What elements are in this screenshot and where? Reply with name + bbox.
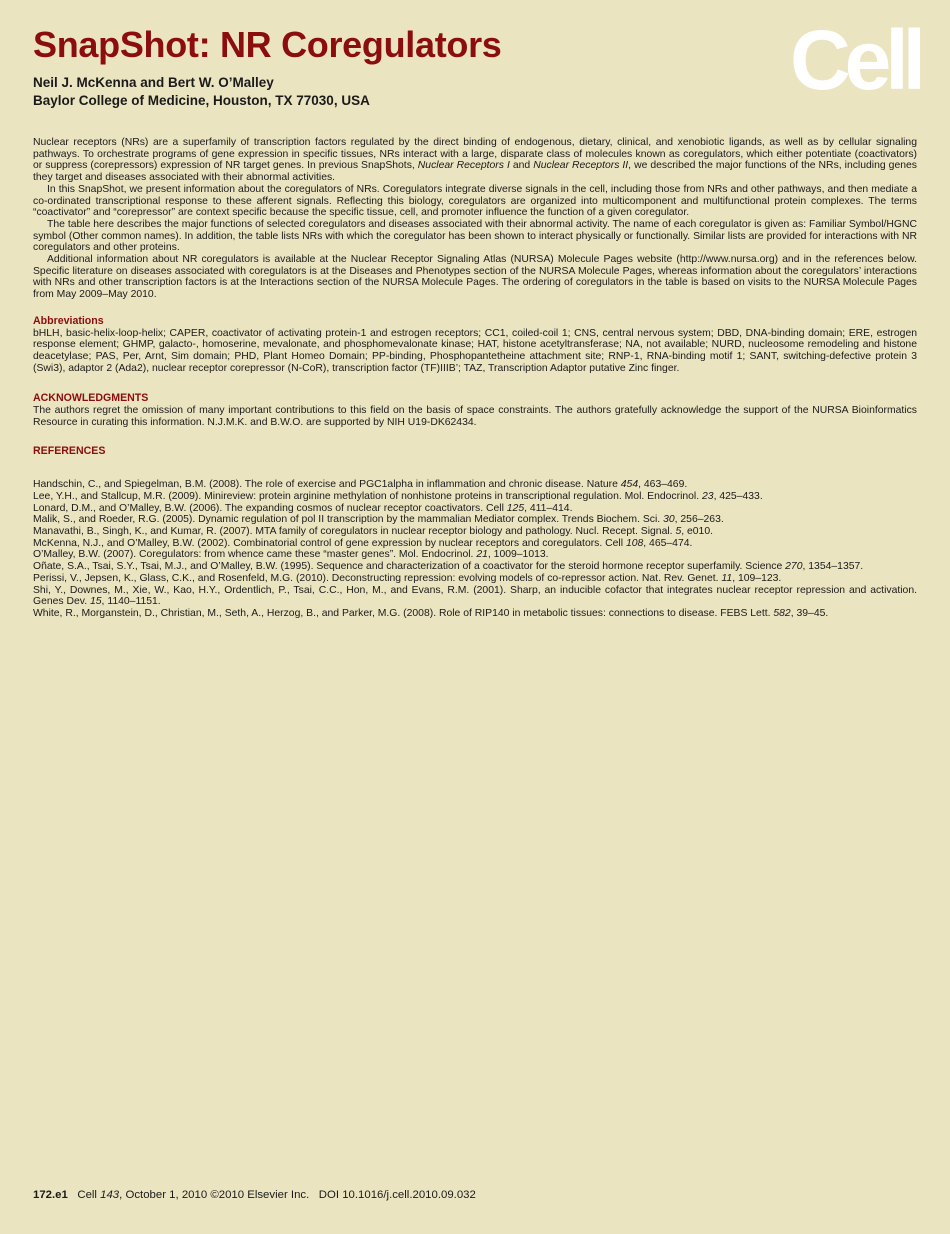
reference-item: Handschin, C., and Spiegelman, B.M. (2008). The role of exercise and PGC1alpha in inflammation and chronic disease. Nature 454, 463–469.	[33, 479, 688, 491]
abbreviations-text: bHLH, basic-helix-loop-helix; CAPER, coactivator of activating protein-1 and estrogen receptors; CC1, coiled-coil 1; CNS, central nervous system; DBD, DNA-binding domain; ERE, estrogen response element; GHMP, galacto-, homoserine, mevalonate, and phosphomevalonate kinase; HAT, histone acetyltransferase; NA, not available; NURD, nucleosome remodeling and histone deacetylase; PAS, Per, Arnt, Sim domain; PHD, Plant Homeo Domain; PP-binding, Phosphopantetheine attachment site; RNP-1, RNA-binding motif 1; SANT, switching-defective protein 3 (Swi3), adaptor 2 (Ada2), nuclear receptor corepressor (N-CoR), transcription factor (TF)IIIB’; TAZ, Transcription Adaptor putative Zinc finger.	[33, 327, 917, 374]
reference-item: Lee, Y.H., and Stallcup, M.R. (2009). Minireview: protein arginine methylation of nonhistone proteins in transcriptional regulation. Mol. Endocrinol. 23, 425–433.	[33, 490, 763, 502]
reference-item: McKenna, N.J., and O’Malley, B.W. (2002). Combinatorial control of gene expression by nuclear receptors and coregulators. Cell 108, 465–474.	[33, 537, 693, 549]
cell-logo: Cell	[789, 13, 920, 107]
author-names: Neil J. McKenna and Bert W. O’Malley	[33, 75, 274, 90]
article-body	[33, 137, 917, 620]
acknowledgments-heading: ACKNOWLEDGMENTS	[33, 392, 149, 405]
intro-paragraph-3: The table here describes the major functions of selected coregulators and diseases associated with their abnormal activity. The name of each coregulator is given as: Familiar Symbol/HGNC symbol (Other common names). In addition, the table lists NRs with which the coregulator has been shown to interact physically or functionally. Similar lists are provided for interactions with NR coregulators and other proteins.	[33, 218, 917, 254]
reference-item: Manavathi, B., Singh, K., and Kumar, R. (2007). MTA family of coregulators in nuclear receptor biology and pathology. Nucl. Recept. Signal. 5, e010.	[33, 525, 713, 537]
abbreviations-heading: Abbreviations	[33, 314, 104, 327]
page-number: 172.e1	[33, 1189, 68, 1201]
page-footer: 172.e1 Cell 143, October 1, 2010 ©2010 Elsevier Inc. DOI 10.1016/j.cell.2010.09.032	[33, 1189, 476, 1201]
reference-list	[33, 479, 917, 619]
author-block	[33, 74, 370, 110]
intro-paragraph-1: Nuclear receptors (NRs) are a superfamily of transcription factors regulated by the direct binding of endogenous, dietary, clinical, and xenobiotic ligands, as well as by cellular signaling pathways. To orchestrate programs of gene expression in specific tissues, NRs interact with a large, disparate class of molecules known as coregulators, which either potentiate (coactivators) or suppress (corepressors) expression of NR target genes. In previous SnapShots, Nuclear Receptors I and Nuclear Receptors II, we described the major functions of the NRs, including genes they target and diseases associated with their abnormal activities.	[33, 137, 917, 184]
author-affiliation: Baylor College of Medicine, Houston, TX 77030, USA	[33, 93, 370, 108]
page-title: SnapShot: NR Coregulators	[33, 24, 502, 65]
references-heading: REFERENCES	[33, 445, 106, 458]
reference-item: Perissi, V., Jepsen, K., Glass, C.K., and Rosenfeld, M.G. (2010). Deconstructing repression: evolving models of co-repressor action. Nat. Rev. Genet. 11, 109–123.	[33, 572, 782, 584]
intro-paragraph-4: Additional information about NR coregulators is available at the Nuclear Receptor Signaling Atlas (NURSA) Molecule Pages website (http://www.nursa.org) and in the references below. Specific literature on diseases associated with coregulators is at the Diseases and Phenotypes section of the NURSA Molecule Pages, whereas information about the coregulators’ interactions with NRs and other transcription factors is at the Interactions section of the NURSA Molecule Pages. The ordering of coregulators in the table is based on visits to the NURSA Molecule Pages from May 2009–May 2010.	[33, 254, 917, 301]
acknowledgments-text: The authors regret the omission of many important contributions to this field on the basis of space constraints. The authors gratefully acknowledge the support of the NURSA Bioinformatics Resource in curating this information. N.J.M.K. and B.W.O. are supported by NIH U19-DK62434.	[33, 405, 917, 428]
doi: DOI 10.1016/j.cell.2010.09.032	[318, 1189, 476, 1201]
reference-item: Lonard, D.M., and O’Malley, B.W. (2006). The expanding cosmos of nuclear receptor coactivators. Cell 125, 411–414.	[33, 502, 573, 514]
reference-item: Oñate, S.A., Tsai, S.Y., Tsai, M.J., and O’Malley, B.W. (1995). Sequence and characterization of a coactivator for the steroid hormone receptor superfamily. Science 270, 1354–1357.	[33, 561, 864, 573]
volume-number: 143	[100, 1189, 120, 1201]
intro-paragraph-2: In this SnapShot, we present information about the coregulators of NRs. Coregulators integrate diverse signals in the cell, including those from NRs and other pathways, and then mediate a co-ordinated transcriptional response to these afferent signals. Reflecting this biology, coregulators are organized into multicomponent and multifunctional protein complexes. The terms “coactivator” and “corepressor” are context specific because the specific tissue, cell, and promoter influence the function of a given coregulator.	[33, 183, 917, 219]
reference-item: O’Malley, B.W. (2007). Coregulators: from whence came these “master genes”. Mol. Endocrinol. 21, 1009–1013.	[33, 549, 549, 561]
reference-item: Shi, Y., Downes, M., Xie, W., Kao, H.Y., Ordentlich, P., Tsai, C.C., Hon, M., and Evans, R.M. (2001). Sharp, an inducible cofactor that integrates nuclear receptor repression and activation. Genes Dev. 15, 1140–1151.	[33, 584, 917, 608]
reference-item: Malik, S., and Roeder, R.G. (2005). Dynamic regulation of pol II transcription by the mammalian Mediator complex. Trends Biochem. Sci. 30, 256–263.	[33, 514, 724, 526]
reference-item: White, R., Morganstein, D., Christian, M., Seth, A., Herzog, B., and Parker, M.G. (2008). Role of RIP140 in metabolic tissues: connections to disease. FEBS Lett. 582, 39–45.	[33, 607, 829, 619]
